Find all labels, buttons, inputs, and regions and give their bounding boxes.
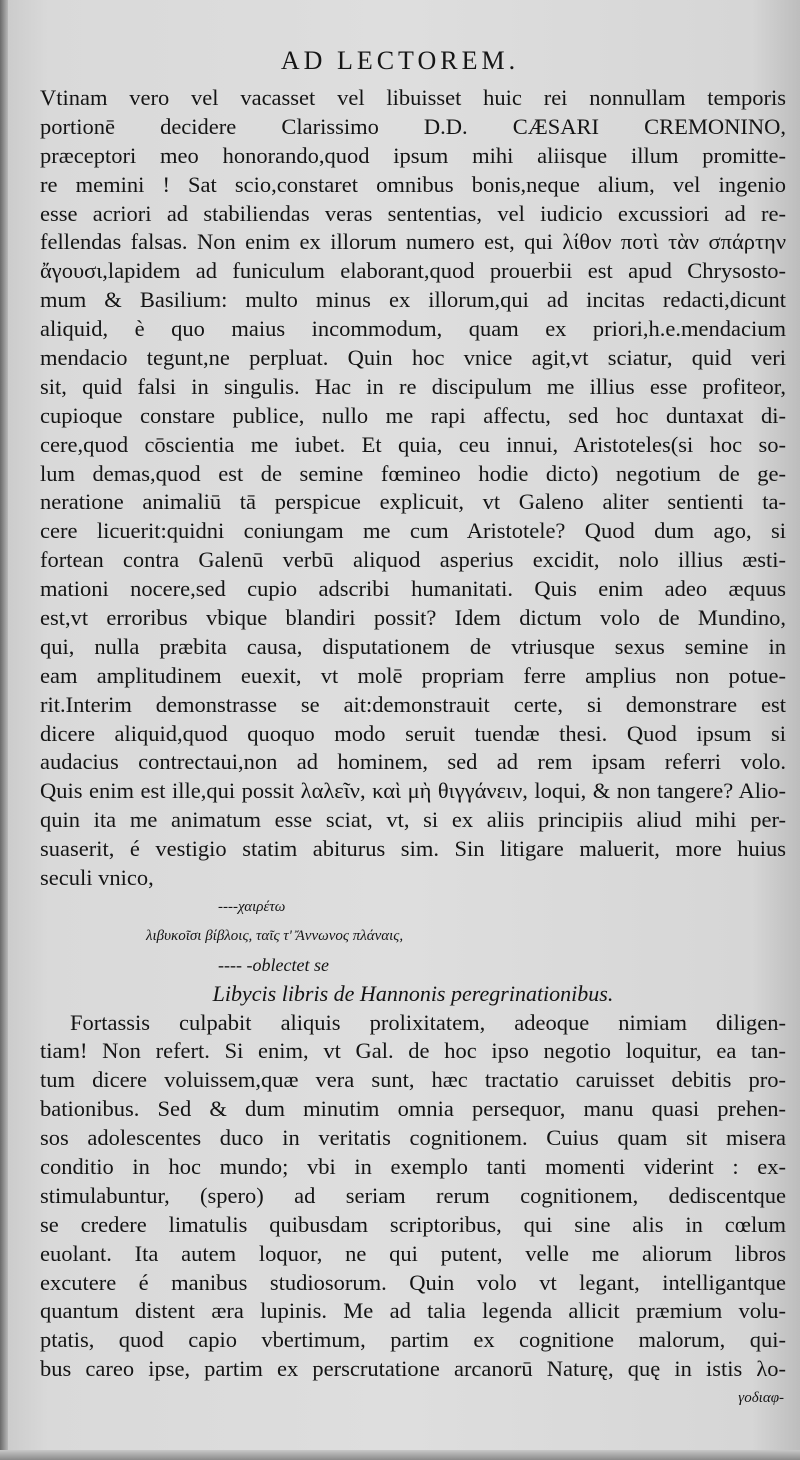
verse-line: ---- -oblectet se	[218, 954, 329, 975]
text-line: eam amplitudinem euexit, vt molē propriam ferre amplius non potue-	[40, 662, 786, 688]
text-line: qui, nulla præbita causa, disputationem de vtriusque sexus semine in	[40, 633, 786, 659]
text-line: Fortassis culpabit aliquis prolixitatem, adeoque nimiam diligen-	[70, 1009, 786, 1035]
text-line: præceptori meo honorando,quod ipsum mihi aliisque illum promitte-	[40, 142, 786, 168]
text-line: stimulabuntur, (spero) ad seriam rerum cognitionem, dediscentque	[40, 1182, 786, 1208]
text-line: fellendas falsas. Non enim ex illorum numero est, qui λίθον ποτὶ τὰν σπάρτην	[40, 229, 786, 255]
text-line: Vtinam vero vel vacasset vel libuisset huic rei nonnullam temporis	[40, 85, 786, 110]
page-gutter-shadow	[0, 0, 8, 1460]
text-line: audacius contrectaui,non ad hominem, sed ad rem ipsam referri volo.	[40, 749, 786, 775]
text-line: mum & Basilium: multo minus ex illorum,qui ad incitas redacti,dicunt	[40, 287, 786, 313]
text-line: est,vt erroribus vbique blandiri possit? Idem dictum volo de Mundino,	[40, 605, 786, 631]
text-line: neratione animaliū tā perspicue explicuit, vt Galeno aliter sentienti ta-	[40, 489, 786, 515]
text-line: portionē decidere Clarissimo D.D. CÆSARI CREMONINO,	[40, 113, 786, 139]
text-line: mendacio tegunt,ne perpluat. Quin hoc vnice agit,vt sciatur, quid veri	[40, 345, 786, 371]
text-line: se credere limatulis quibusdam scriptoribus, qui sine alis in cœlum	[40, 1211, 786, 1237]
catchword: γοδιαφ-	[738, 1390, 784, 1407]
text-line: seculi vnico,	[40, 865, 154, 891]
text-line: sit, quid falsi in singulis. Hac in re discipulum me illius esse profiteor,	[40, 373, 786, 399]
text-line: fortean contra Galenū verbū aliquod asperius excidit, nolo illius æsti-	[40, 547, 786, 573]
text-line: aliquid, è quo maius incommodum, quam ex priori,h.e.mendacium	[40, 316, 786, 342]
text-line: re memini ! Sat scio,constaret omnibus bonis,neque alium, vel ingenio	[40, 171, 786, 197]
text-line: bus careo ipse, partim ex perscrutatione arcanorū Naturę, quę in istis λο-	[40, 1356, 786, 1382]
text-line: conditio in hoc mundo; vbi in exemplo tanti momenti viderint : ex-	[40, 1153, 786, 1179]
text-line: ptatis, quod capio vbertimum, partim ex cognitione malorum, qui-	[40, 1327, 786, 1353]
text-line: cupioque constare publice, nullo me rapi affectu, sed hoc duntaxat di-	[40, 402, 786, 428]
verse-translation: Libycis libris de Hannonis peregrinationibus.	[212, 980, 614, 1006]
page-bottom-edge	[0, 1450, 800, 1460]
text-line: cere licuerit:quidni coniungam me cum Aristotele? Quod dum ago, si	[40, 518, 786, 544]
verse-line: ----χαιρέτω	[218, 898, 286, 915]
text-line: quin ita me animatum esse sciat, vt, si ex aliis principiis aliud mihi per-	[40, 807, 786, 833]
text-line: sos adolescentes duco in veritatis cognitionem. Cuius quam sit misera	[40, 1125, 786, 1151]
text-line: tiam! Non refert. Si enim, vt Gal. de hoc ipso negotio loquitur, ea tan-	[40, 1038, 786, 1064]
text-line: lum demas,quod est de semine fœmineo hodie dicto) negotium de ge-	[40, 460, 786, 486]
text-line: excutere é manibus studiosorum. Quin volo vt legant, intelligantque	[40, 1269, 786, 1295]
text-line: suaserit, é vestigio statim abiturus sim. Sin litigare maluerit, more huius	[40, 836, 786, 862]
body-text	[40, 84, 786, 1413]
text-line: cere,quod cōscientia me iubet. Et quia, ceu innui, Aristoteles(si hoc so-	[40, 431, 786, 457]
text-line: rit.Interim demonstrasse se ait:demonstrauit certe, si demonstrare est	[40, 691, 786, 717]
text-line: ἄγουσι,lapidem ad funiculum elaborant,quod prouerbii est apud Chrysosto-	[40, 258, 786, 284]
text-line: esse acriori ad stabiliendas veras sententias, vel iudicio excussiori ad re-	[40, 200, 786, 226]
text-line: bationibus. Sed & dum minutim omnia persequor, manu quasi prehen-	[40, 1096, 786, 1122]
text-line: euolant. Ita autem loquor, ne qui putent, velle me aliorum libros	[40, 1240, 786, 1266]
running-header: AD LECTOREM.	[280, 46, 520, 75]
text-line: Quis enim est ille,qui possit λαλεῖν, καὶ μὴ θιγγάνειν, loqui, & non tangere? Alio-	[40, 778, 786, 804]
verse-line: λιβυκοῖσι βίβλοις, ταῖς τ' Ἄννωνος πλάναις,	[146, 927, 404, 944]
text-line: dicere aliquid,quod quoquo modo seruit tuendæ thesi. Quod ipsum si	[40, 720, 786, 746]
text-line: tum dicere voluissem,quæ vera sunt, hæc tractatio caruisset debitis pro-	[40, 1067, 786, 1093]
text-line: mationi nocere,sed cupio adscribi humanitati. Quis enim adeo æquus	[40, 576, 786, 602]
text-line: quantum distent æra lupinis. Me ad talia legenda allicit præmium volu-	[40, 1298, 786, 1324]
